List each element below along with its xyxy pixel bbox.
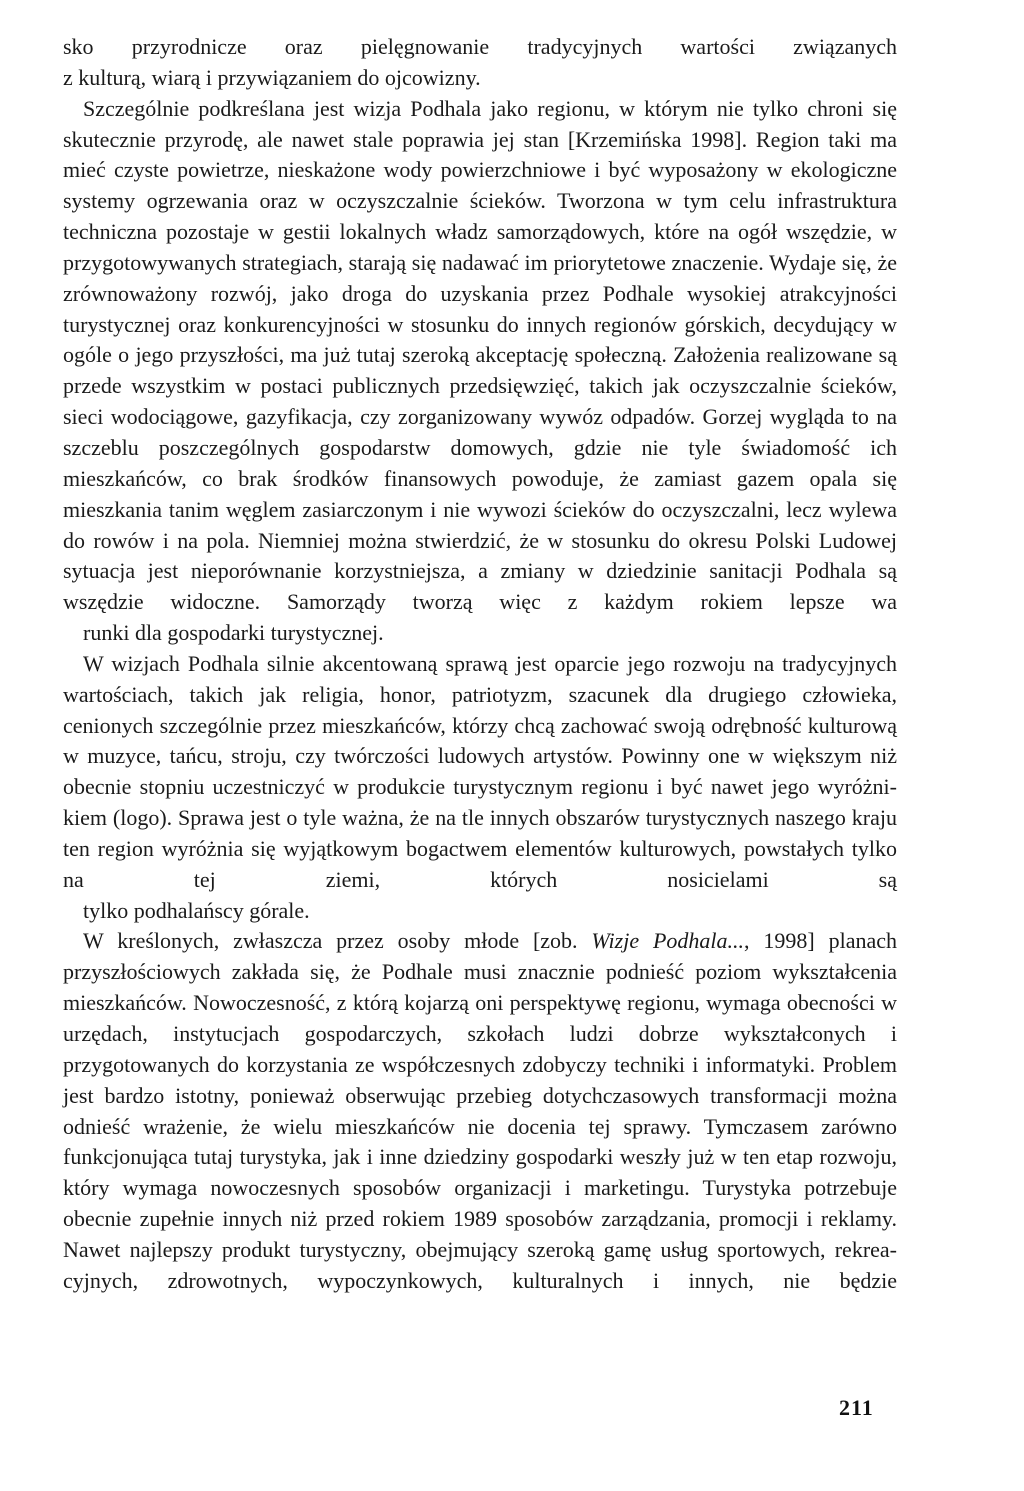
paragraph-2-last-line: runki dla gospodarki turystycznej. [83, 620, 384, 646]
paragraph-3-text: W wizjach Podhala silnie akcentowaną sprawą jest oparcie jego rozwoju na tradycyjnych wartościach, takich jak religia, honor, patriotyzm, szacunek dla drugiego człowieka, cenionych szczególnie przez mieszkańców, którzy chcą zachować swoją odrębność kulturową w muzyce, tańcu, stroju, czy twórczości ludowych artystów. Powinny one w większym niż obecnie stopniu uczestniczyć w produkcie turystycznym regionu i być nawet jego wyróżnikiem (logo). Sprawa jest o tyle ważna, że na tle innych obszarów turystycznych naszego kraju ten region wyróżnia się wyjątkowym bogactwem elementów kulturowych, powstałych tylko na tej ziemi, których nosicielami są [63, 650, 897, 892]
paragraph-1 [63, 32, 897, 94]
paragraph-2 [63, 94, 897, 649]
paragraph-4 [63, 926, 897, 1296]
page-body [63, 32, 897, 1297]
paragraph-4-text-before-citation: W kreślonych, zwłaszcza przez osoby młode [zob. [83, 928, 592, 954]
paragraph-3-last-line: tylko podhalańscy górale. [83, 897, 310, 923]
paragraph-3 [63, 649, 897, 927]
page-number: 211 [839, 1395, 874, 1420]
paragraph-1-text: sko przyrodnicze oraz pielęgnowanie tradycyjnych wartości związanych [63, 34, 897, 59]
paragraph-1-last-line: z kulturą, wiarą i przywiązaniem do ojcowizny. [63, 64, 481, 90]
paragraph-2-text: Szczególnie podkreślana jest wizja Podhala jako regionu, w którym nie tylko chroni się skutecznie przyrodę, ale nawet stale poprawia jej stan [Krzemińska 1998]. Region taki ma mieć czyste powietrze, nieskażone wody powierzchniowe i być wyposażony w ekologiczne systemy ogrzewania oraz w oczyszczalnie ścieków. Tworzona w tym celu infrastruktura techniczna pozostaje w gestii lokalnych władz samorządowych, które na ogół wszędzie, w przygotowywanych strategiach, starają się nadawać im priorytetowe znaczenie. Wydaje się, że zrównoważony rozwój, jako droga do uzyskania przez Podhale wysokiej atrakcyjności turystycznej oraz konkurencyjności w stosunku do innych regionów górskich, decydujący w ogóle o jego przyszłości, ma już tutaj szeroką akceptację społeczną. Założenia realizowane są przede wszystkim w postaci publicznych przedsięwzięć, takich jak oczyszczalnie ścieków, sieci wodociągowe, gazyfikacja, czy zorganizowany wywóz odpadów. Gorzej wygląda to na szczeblu poszczególnych gospodarstw domowych, gdzie nie tyle świadomość ich mieszkańców, co brak środków finansowych powoduje, że zamiast gazem opala się mieszkania tanim węglem zasiarczonym i nie wywozi ścieków do oczyszczalni, lecz wylewa do rowów i na pola. Niemniej można stwierdzić, że w stosunku do okresu Polski Ludowej sytuacja jest nieporównanie korzystniejsza, a zmiany w dziedzinie sanitacji Podhala są wszędzie widoczne. Samorządy tworzą więc z każdym rokiem lepsze wa [63, 95, 897, 615]
paragraph-4-citation-title: Wizje Podhala... [591, 928, 745, 954]
paragraph-4-text: , 1998] planach przyszłościowych zakłada się, że Podhale musi znacznie podnieść poziom wykształcenia mieszkańców. Nowoczesność, z którą kojarzą oni perspektywę regionu, wymaga obecności w urzędach, instytucjach gospodarczych, szkołach ludzi dobrze wykształconych i przygotowanych do korzystania ze współczesnych zdobyczy techniki i informatyki. Problem jest bardzo istotny, ponieważ obserwując przebieg dotychczasowych transformacji można odnieść wrażenie, że wielu mieszkańców nie docenia tej sprawy. Tymczasem zarówno funkcjonująca tutaj turystyka, jak i inne dziedziny gospodarki weszły już w ten etap rozwoju, który wymaga nowoczesnych sposobów organizacji i marketingu. Turystyka potrzebuje obecnie zupełnie innych niż przed rokiem 1989 sposobów zarządzania, promocji i reklamy. Nawet najlepszy produkt turystyczny, obejmujący szeroką gamę usług sportowych, rekreacyjnych, zdrowotnych, wypoczynkowych, kulturalnych i innych, nie będzie [63, 928, 897, 1293]
